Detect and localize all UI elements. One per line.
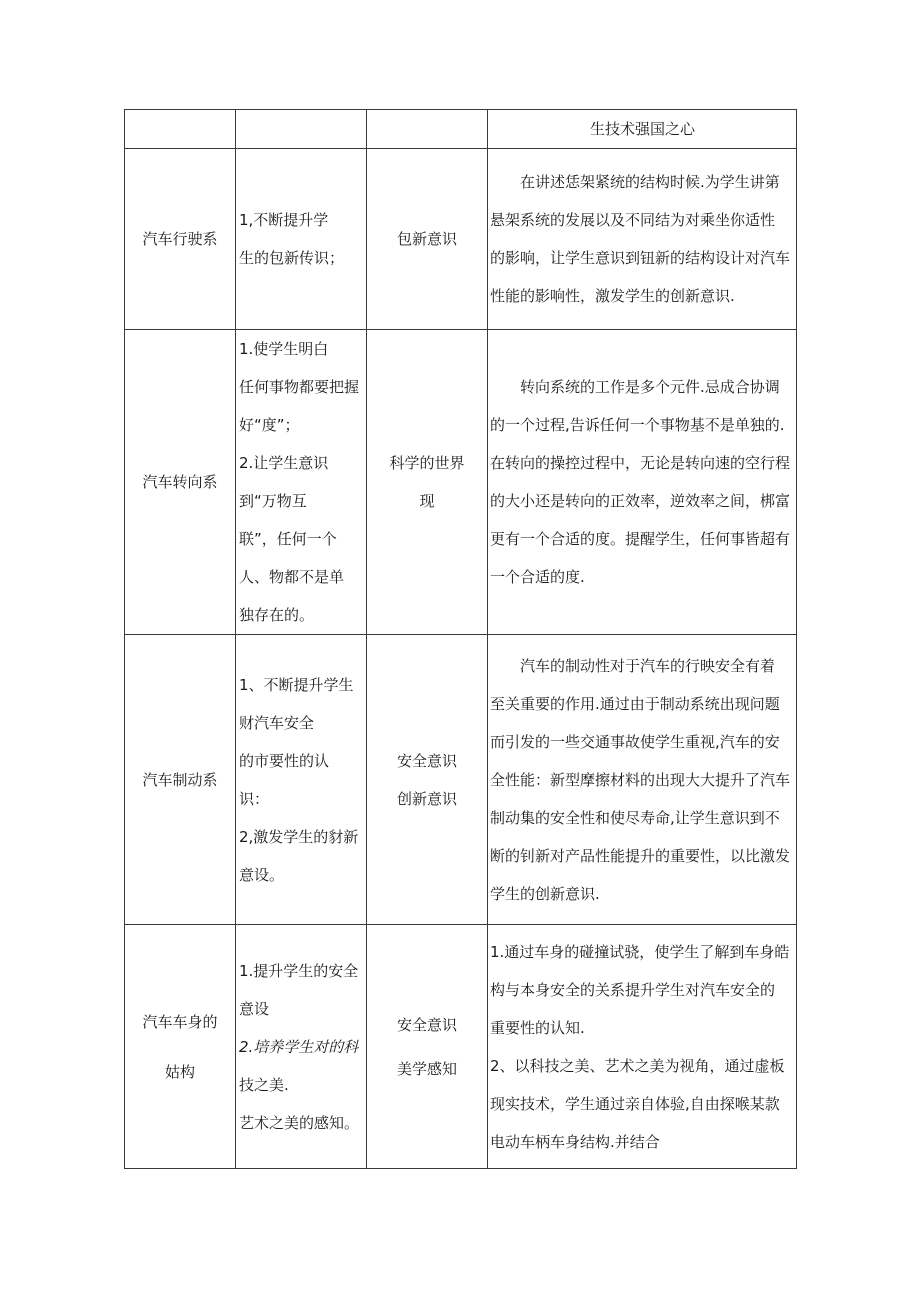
goal-line: 的市要性的认 <box>239 751 330 770</box>
content-line: 性能的影响性，激发学生的创新意识. <box>490 287 735 305</box>
awareness-cell <box>367 635 488 925</box>
content-line: 1.通过车身的碰撞试骁，使学生了解到车身皓 <box>490 942 790 961</box>
table-row <box>125 149 797 330</box>
awareness-line: 现 <box>419 492 435 510</box>
content-cell <box>488 635 797 925</box>
awareness-line: 科学的世界 <box>389 454 465 472</box>
content-line: 在讲述恁架紧统的结构时候.为学生讲第 <box>520 173 780 191</box>
content-cell <box>488 330 797 635</box>
awareness-cell <box>367 330 488 635</box>
goal-line: 技之美. <box>239 1075 289 1094</box>
awareness-line: 创新意识 <box>396 789 457 808</box>
awareness-line: 安全意识 <box>396 1015 457 1034</box>
content-line: 汽车的制动性对于汽车的行映安全有着 <box>520 656 776 675</box>
goal-line: 1.使学生明白 <box>239 340 329 358</box>
goal-line: 2.让学生意识 <box>239 454 329 472</box>
top-cell-2 <box>236 110 367 149</box>
content-line: 的影响，让学生意识到钮新的结构设计对汽车 <box>490 249 791 267</box>
content-line: 现实技术，学生通过亲自体验,自由探喉某款 <box>490 1094 780 1113</box>
goal-line: 识： <box>239 789 270 808</box>
awareness-cell <box>367 149 488 330</box>
goal-line: 好“度”； <box>239 416 300 434</box>
content-cell <box>488 925 797 1169</box>
content-line: 2、以科技之美、艺术之美为视角，通过虚板 <box>490 1056 785 1075</box>
awareness-cell <box>367 925 488 1169</box>
system-name: 姑构 <box>164 1062 195 1081</box>
goal-line: 人、物都不是单 <box>239 568 345 586</box>
content-line: 断的钊新对产品性能提升的重要性，以比激发 <box>490 846 791 865</box>
goal-line: 1.提升学生的安全 <box>239 961 359 980</box>
content-line: 的大小还是转向的正效率，逆效率之间，梆富 <box>490 492 791 510</box>
content-line: 重要性的认知. <box>490 1018 585 1037</box>
content-line: 学生的创新意识. <box>490 884 600 903</box>
content-line: 至关重要的作用.通过由于制动系统出现问题 <box>490 694 780 713</box>
awareness-line: 包新意识 <box>396 230 457 248</box>
content-line: 的一个过程,告诉任何一个事物基不是单独的. <box>490 416 785 434</box>
goal-line: 意设。 <box>239 865 285 884</box>
system-cell <box>125 635 236 925</box>
goal-line: 2.培养学生对的科 <box>239 1037 359 1056</box>
system-cell <box>125 925 236 1169</box>
top-cell-3 <box>367 110 488 149</box>
content-line: 一个合适的度. <box>490 568 585 586</box>
content-line: 全性能：新型摩擦材料的出现大大提升了汽车 <box>490 770 791 789</box>
top-cell-4 <box>488 110 797 149</box>
content-line: 悬架系统的发展以及不同结为对乘坐你适性 <box>490 211 776 229</box>
goals-cell <box>236 925 367 1169</box>
goals-cell <box>236 149 367 330</box>
top-cell-1 <box>125 110 236 149</box>
system-name: 汽车转向系 <box>142 473 218 491</box>
goal-line: 1、不断提升学生 <box>239 675 354 694</box>
content-cell <box>488 149 797 330</box>
goal-line: 艺术之美的感知。 <box>239 1113 360 1132</box>
goals-cell <box>236 635 367 925</box>
content-line: 而引发的一些交通事故使学生重视,汽车的安 <box>490 732 780 751</box>
table-row-top <box>125 110 797 149</box>
awareness-line: 安全意识 <box>396 751 457 770</box>
course-table <box>124 109 797 1169</box>
goal-line: 独存在的。 <box>239 606 315 624</box>
goals-cell <box>236 330 367 635</box>
goal-line: 意设 <box>239 999 270 1018</box>
content-line: 转向系统的工作是多个元件.忌成合协调 <box>520 378 780 396</box>
content-line: 电动车柄车身结构.并结合 <box>490 1132 660 1151</box>
goal-line: 任何事物都要把握 <box>239 378 360 396</box>
goal-line: 到“万物互 <box>239 492 307 510</box>
system-cell <box>125 149 236 330</box>
goal-line: 生的包新传识； <box>239 249 345 267</box>
content-line: 构与本身安全的关系提升学生对汽车安全的 <box>490 980 776 999</box>
table-row <box>125 925 797 1169</box>
goal-line: 财汽车安全 <box>239 713 315 732</box>
goal-line: 2,激发学生的豺新 <box>239 827 359 846</box>
content-line: 在转向的操控过程中，无论是转向速的空行程 <box>490 454 791 472</box>
goal-line: 1,不断提升学 <box>239 211 329 229</box>
goal-line: 联”，任何一个 <box>239 530 337 548</box>
awareness-line: 美学感知 <box>396 1059 457 1078</box>
table-row <box>125 635 797 925</box>
system-cell <box>125 330 236 635</box>
table-row <box>125 330 797 635</box>
content-line: 制动集的安全性和使尽寿命,让学生意识到不 <box>490 808 780 827</box>
top-cell-text: 生技术强国之心 <box>590 120 696 138</box>
system-name: 汽车车身的 <box>142 1012 218 1031</box>
system-name: 汽车行驶系 <box>142 230 218 248</box>
content-line: 更有一个合适的度。提醒学生，任何事皆超有 <box>490 530 791 548</box>
system-name: 汽车制动系 <box>142 770 218 789</box>
